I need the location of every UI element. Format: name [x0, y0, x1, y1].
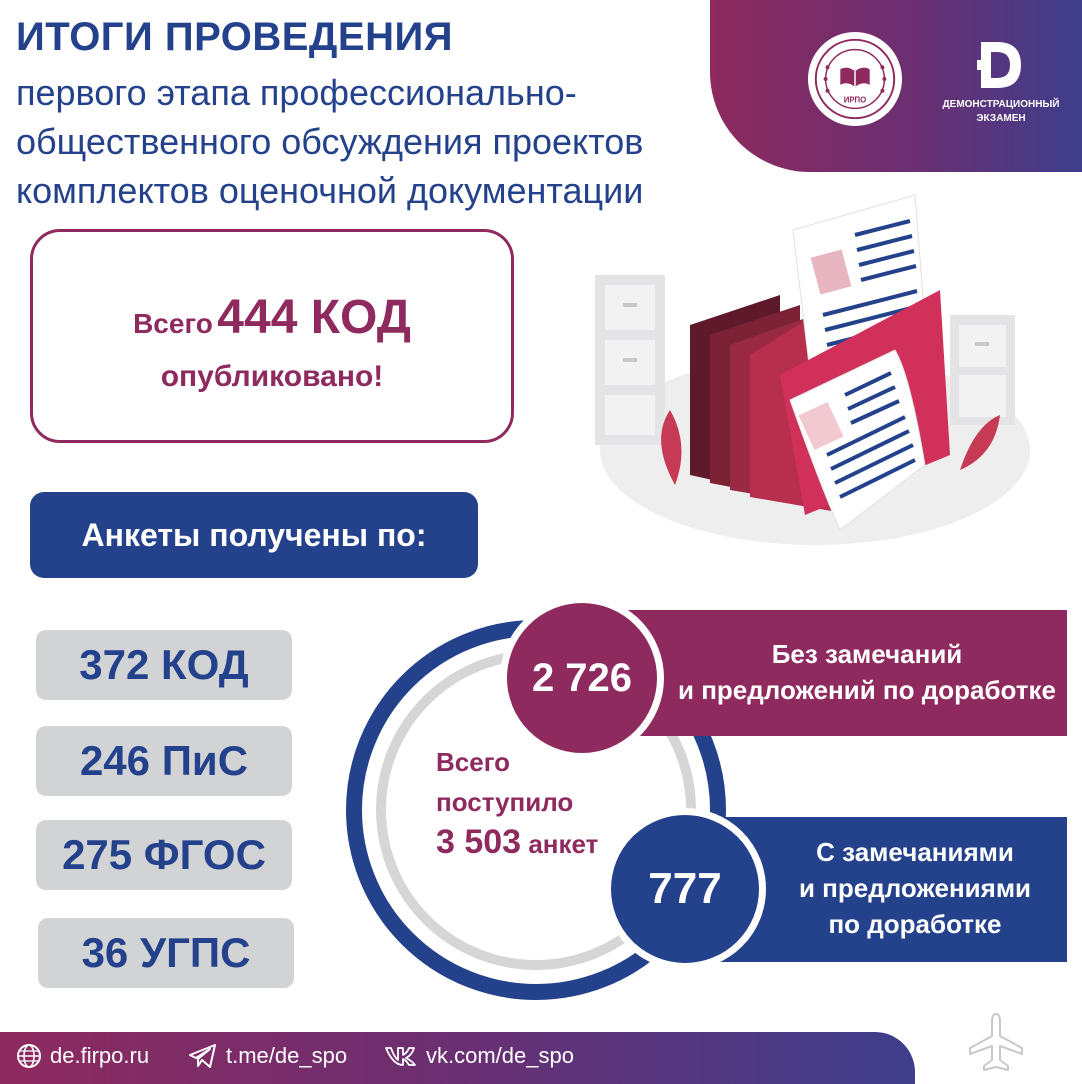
irpo-logo-label: ИРПО [843, 95, 867, 105]
no-remarks-text [668, 636, 1066, 708]
code-pill-ugps: 36 УГПС [38, 918, 294, 988]
no-remarks-line2: и предложений по доработке [678, 675, 1056, 705]
filing-cabinet-right-icon [950, 315, 1015, 425]
code-pill-pis: 246 ПиС [36, 726, 292, 796]
no-remarks-line1: Без замечаний [771, 639, 963, 669]
footer-telegram-link[interactable] [188, 1043, 347, 1069]
documents-illustration [565, 185, 1035, 550]
summary-count: 3 503 [436, 823, 522, 861]
with-remarks-count: 777 [604, 808, 766, 970]
footer-telegram-label: t.me/de_spo [226, 1043, 348, 1068]
footer-site-link[interactable] [16, 1043, 149, 1069]
footer-vk-label: vk.com/de_spo [426, 1043, 574, 1068]
page-subtitle: первого этапа профессионально-общественного обсуждения проектов комплектов оценочной документации [16, 72, 644, 211]
code-pill-kod: 372 КОД [36, 630, 292, 700]
globe-icon [16, 1043, 42, 1069]
summary-line2: поступило [436, 787, 574, 817]
irpo-logo [806, 30, 904, 128]
vk-icon [384, 1045, 418, 1067]
summary-line1: Всего [436, 747, 511, 777]
airplane-icon [964, 1010, 1028, 1074]
no-remarks-count: 2 726 [500, 596, 664, 760]
surveys-received-label: Анкеты получены по: [30, 492, 478, 578]
with-remarks-text [770, 834, 1060, 942]
total-suffix: опубликовано! [160, 360, 384, 393]
total-line [33, 290, 511, 345]
code-pill-fgos: 275 ФГОС [36, 820, 292, 890]
summary-unit: анкет [528, 829, 599, 859]
with-remarks-line2: и предложениями [798, 873, 1032, 903]
total-published-card [30, 229, 514, 443]
footer-vk-link[interactable] [384, 1043, 574, 1069]
filing-cabinet-left-icon [595, 275, 665, 445]
with-remarks-line3: по доработке [828, 909, 1002, 939]
page-title: ИТОГИ ПРОВЕДЕНИЯ [16, 15, 453, 59]
de-logo-label: ДЕМОНСТРАЦИОННЫЙ ЭКЗАМЕН [942, 99, 1060, 124]
telegram-icon [188, 1043, 218, 1069]
total-value: 444 КОД [217, 291, 411, 344]
total-prefix: Всего [133, 308, 213, 339]
total-surveys-summary [436, 742, 598, 864]
with-remarks-line1: С замечаниями [816, 837, 1014, 867]
de-logo [975, 38, 1025, 92]
footer-site-label: de.firpo.ru [50, 1043, 150, 1068]
